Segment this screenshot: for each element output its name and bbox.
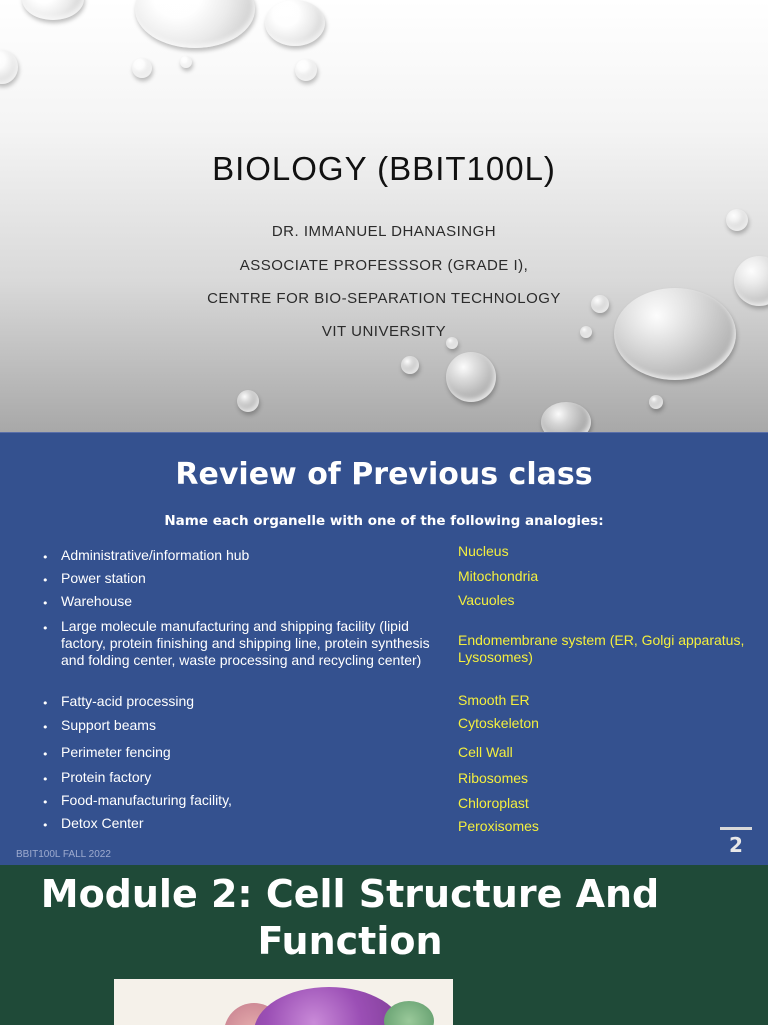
slide-footer: BBIT100L FALL 2022 — [16, 849, 111, 860]
water-drop-decoration — [237, 390, 259, 412]
analogy-item: Administrative/information hub — [61, 547, 250, 563]
bullet-icon: • — [42, 622, 49, 635]
organelle-answer: Endomembrane system (ER, Golgi apparatus, Lysosomes) — [458, 632, 745, 665]
analogy-item: Fatty-acid processing — [61, 693, 195, 709]
organelle-answer: Peroxisomes — [458, 818, 539, 834]
analogy-item: Support beams — [61, 717, 156, 733]
water-drop-decoration — [401, 356, 419, 374]
organelle-answer: Cytoskeleton — [458, 715, 539, 731]
organelle-answer: Smooth ER — [458, 692, 530, 708]
water-drop-decoration — [541, 402, 591, 432]
organelle-answer: Vacuoles — [458, 592, 515, 608]
water-drop-decoration — [295, 59, 317, 81]
course-title: BIOLOGY (BBIT100L) — [212, 150, 556, 187]
module-slide — [0, 865, 768, 1025]
analogy-item: Detox Center — [61, 815, 144, 831]
slide-page-number: 2 — [720, 827, 752, 857]
organelle-answer: Cell Wall — [458, 744, 513, 760]
university-name: VIT UNIVERSITY — [321, 323, 447, 340]
water-drop-decoration — [180, 56, 192, 68]
water-drop-decoration — [135, 0, 255, 48]
analogy-item: Power station — [61, 570, 146, 586]
analogy-item: Protein factory — [61, 769, 152, 785]
water-drop-decoration — [0, 50, 18, 84]
bullet-icon: • — [42, 819, 49, 832]
bullet-icon: • — [42, 597, 49, 610]
organelle-answer: Mitochondria — [458, 568, 539, 584]
analogy-item: Perimeter fencing — [61, 744, 171, 760]
bullet-icon: • — [42, 721, 49, 734]
slide-heading: Review of Previous class — [175, 457, 593, 492]
analogy-item: Warehouse — [61, 593, 133, 609]
water-drop-decoration — [22, 0, 84, 20]
instructor-position: ASSOCIATE PROFESSSOR (GRADE I), — [239, 257, 529, 274]
instructor-name: DR. IMMANUEL DHANASINGH — [271, 223, 497, 240]
title-slide — [0, 0, 768, 432]
organelle-answer: Nucleus — [458, 543, 509, 559]
bullet-icon: • — [42, 796, 49, 809]
cell-organelle-shape — [384, 1001, 434, 1025]
bullet-icon: • — [42, 551, 49, 564]
review-slide — [0, 432, 768, 865]
analogy-item: Food-manufacturing facility, — [61, 792, 232, 808]
bullet-icon: • — [42, 697, 49, 710]
water-drop-decoration — [649, 395, 663, 409]
water-drop-decoration — [446, 352, 496, 402]
cell-nucleus-shape — [254, 987, 404, 1025]
organelle-answer: Chloroplast — [458, 795, 529, 811]
instructor-department: CENTRE FOR BIO-SEPARATION TECHNOLOGY — [207, 290, 561, 307]
organelle-answer: Ribosomes — [458, 770, 529, 786]
water-drop-decoration — [265, 0, 325, 46]
cell-illustration — [114, 979, 453, 1025]
analogy-item: Large molecule manufacturing and shipping facility (lipid factory, protein finishing and shipping line, protein synthesis and folding center, waste processing and recycling center) — [61, 618, 430, 668]
slide-instruction: Name each organelle with one of the following analogies: — [164, 513, 604, 529]
bullet-icon: • — [42, 574, 49, 587]
bullet-icon: • — [42, 748, 49, 761]
module-title: Module 2: Cell Structure And Function — [40, 872, 660, 963]
bullet-icon: • — [42, 773, 49, 786]
water-drop-decoration — [132, 58, 152, 78]
